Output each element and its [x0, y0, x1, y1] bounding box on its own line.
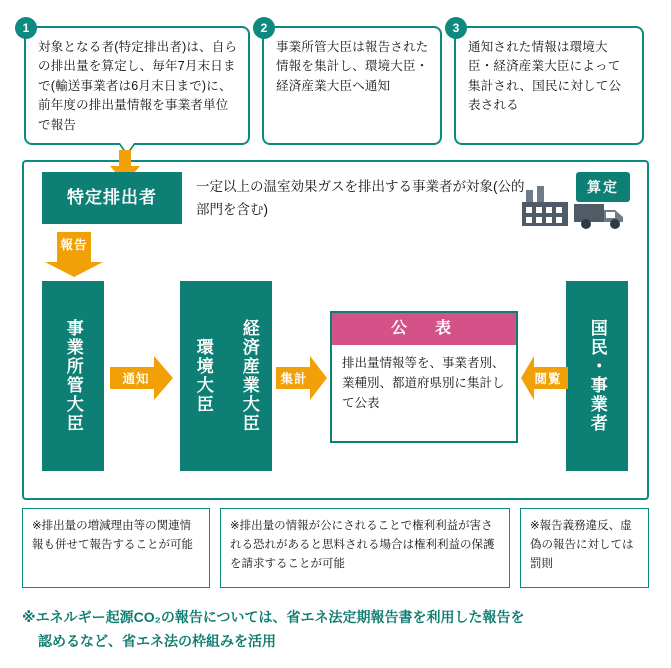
- publication-body: 排出量情報等を、事業者別、業種別、都道府県別に集計して公表: [342, 356, 505, 410]
- note-3: ※報告義務違反、虚偽の報告に対しては罰則: [520, 508, 649, 588]
- browse-arrow-label: 閲覧: [534, 372, 562, 386]
- callout-1-text: 対象となる者(特定排出者)は、自らの排出量を算定し、毎年7月末日まで(輸送事業者は6月末日まで)に、前年度の排出量情報を事業者単位で報告: [38, 40, 238, 132]
- note-1: ※排出量の増減理由等の関連情報も併せて報告することが可能: [22, 508, 210, 588]
- column-ministry-office: 事業所管大臣: [42, 281, 104, 471]
- calc-badge: 算定: [576, 172, 630, 202]
- report-arrow-label: 報告: [60, 238, 88, 252]
- aggregate-arrow: [276, 355, 328, 401]
- footer-note: [22, 606, 652, 654]
- emitter-description: 一定以上の温室効果ガスを排出する事業者が対象(公的部門を含む): [196, 179, 525, 217]
- column-environment-minister: 環境大臣: [180, 281, 226, 471]
- callout-2-number: 2: [253, 17, 275, 39]
- browse-arrow: [520, 355, 568, 401]
- callout-3: [452, 21, 644, 145]
- callout-3-text: 通知された情報は環境大臣・経済産業大臣によって集計され、国民に対して公表される: [468, 40, 622, 113]
- callout-1-number: 1: [15, 17, 37, 39]
- emitter-box: 特定排出者: [42, 172, 182, 224]
- aggregate-arrow-label: 集計: [280, 372, 308, 386]
- callout-2: [260, 21, 442, 145]
- factory-truck-icon: [520, 176, 632, 232]
- notify-arrow-label: 通知: [122, 372, 150, 386]
- column-citizens: 国民・事業者: [566, 281, 628, 471]
- publication-title: 公 表: [332, 313, 516, 345]
- callout-3-number: 3: [445, 17, 467, 39]
- footer-line-1: ※エネルギー起源CO₂の報告については、省エネ法定期報告書を利用した報告を: [22, 609, 525, 625]
- note-2: ※排出量の情報が公にされることで権利利益が害される恐れがあると思料される場合は権利利益の保護を請求することが可能: [220, 508, 510, 588]
- footer-line-2: 認めるなど、省エネ法の枠組みを活用: [38, 632, 276, 649]
- column-economy-minister: 経済産業大臣: [226, 281, 272, 471]
- report-arrow: [44, 232, 104, 278]
- publication-panel: [330, 311, 518, 443]
- notify-arrow: [110, 355, 174, 401]
- callout-1: [22, 21, 250, 145]
- callout-2-text: 事業所管大臣は報告された情報を集計し、環境大臣・経済産業大臣へ通知: [276, 40, 429, 93]
